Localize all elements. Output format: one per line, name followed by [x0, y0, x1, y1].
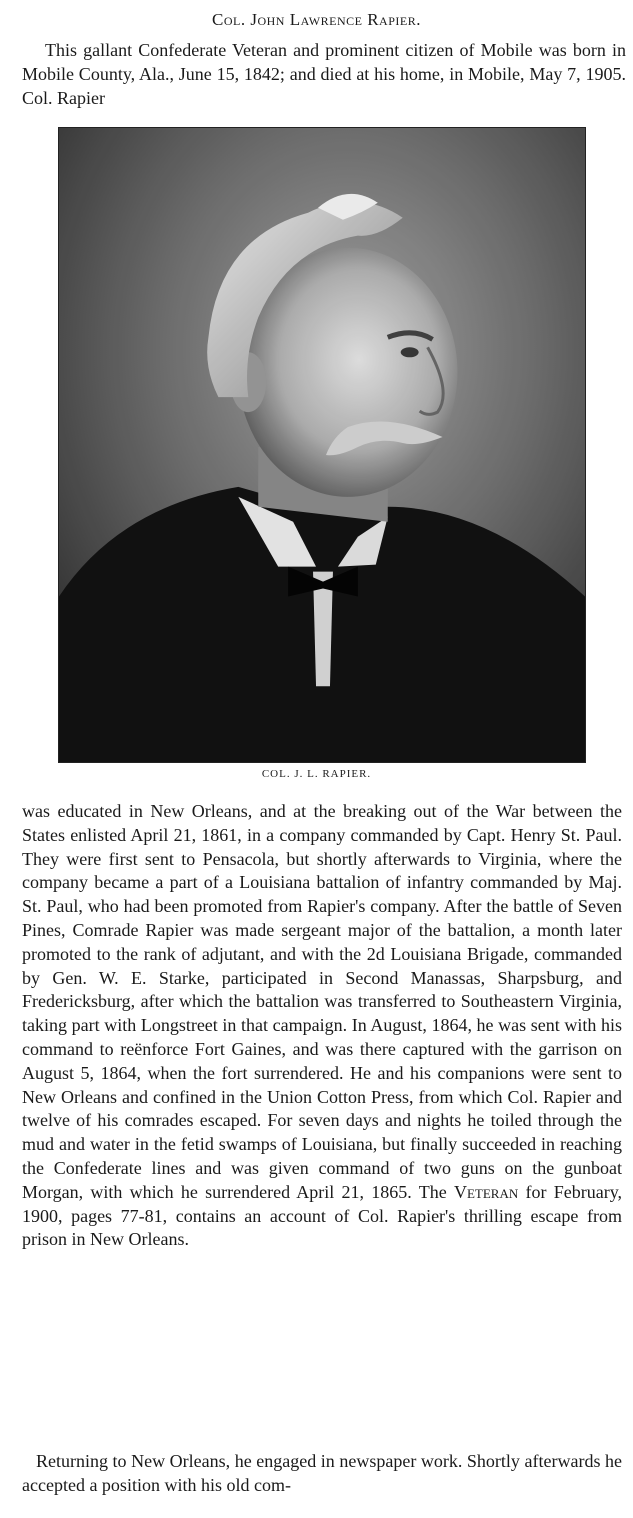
portrait-image [59, 128, 585, 762]
intro-paragraph: This gallant Confederate Veteran and prominent citizen of Mobile was born in Mobile County, Ala., June 15, 1842; and died at his home, in Mobile, May 7, 1905. Col. Rapier [22, 40, 626, 108]
portrait-photo [58, 127, 586, 763]
body-text-part2: for February, 1900, pages 77-81, contains an account of Col. Rapier's thrilling escape from prison in New Orleans. [22, 1181, 623, 1250]
body-text-part1: was educated in New Orleans, and at the breaking out of the War between the States enlisted April 21, 1861, in a company commanded by Capt. Henry St. Paul. They were first sent to Pensacola, but shortly afterwards to Virginia, where the company became a part of a Louisiana battalion of infantry commanded by Maj. St. Paul, who had been promoted from Rapier's company. After the battle of Seven Pines, Comrade Rapier was made sergeant major of the battalion, a month later promoted to the rank of adjutant, and with the 2d Louisiana Brigade, commanded by Gen. W. E. Starke, participated in Second Manassas, Sharpsburg, and Fredericksburg, after which the battalion was transferred to Southeastern Virginia, taking part with Longstreet in that campaign. In August, 1864, he was sent with his command to reënforce Fort Gaines, and was there captured with the garrison on August 5, 1864, when the fort surrendered. He and his companions were sent to New Orleans and confined in the Union Cotton Press, from which Col. Rapier and twelve of his comrades escaped. For seven days and nights he toiled through the mud and water in the fetid swamps of Louisiana, but finally succeeded in reaching the Confederate lines and was given command of two guns on the gunboat Morgan, with which he surrendered April 21, 1865. The [22, 801, 622, 1202]
veteran-magazine-name: Veteran [453, 1181, 519, 1202]
photo-caption: COL. J. L. RAPIER. [261, 768, 372, 780]
body-paragraph [22, 800, 622, 1252]
article-title: Col. John Lawrence Rapier. [212, 10, 421, 29]
second-paragraph: Returning to New Orleans, he engaged in newspaper work. Shortly afterwards he accepted a position with his old com- [22, 1451, 622, 1495]
